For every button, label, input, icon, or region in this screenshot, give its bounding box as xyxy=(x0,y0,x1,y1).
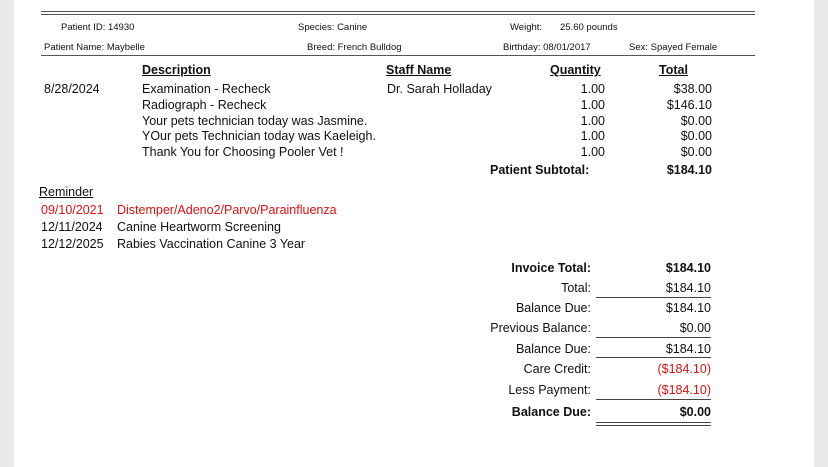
total-label: Balance Due: xyxy=(515,301,591,315)
reminder-heading: Reminder xyxy=(39,185,94,199)
item-description: Your pets technician today was Jasmine. xyxy=(142,113,368,128)
reminder-date: 09/10/2021 xyxy=(41,203,104,217)
item-quantities xyxy=(534,82,605,161)
item-total: $38.00 xyxy=(673,82,712,96)
visit-date: 8/28/2024 xyxy=(44,82,100,96)
total-value: $0.00 xyxy=(679,405,711,419)
item-total: $0.00 xyxy=(680,113,712,128)
item-descriptions xyxy=(142,82,376,161)
total-label: Care Credit: xyxy=(523,362,591,376)
total-label: Total: xyxy=(561,281,591,295)
total-underline xyxy=(596,337,711,338)
reminder-date: 12/11/2024 xyxy=(41,220,103,234)
item-quantity: 1.00 xyxy=(580,97,605,112)
patient-name: Patient Name: Maybelle xyxy=(44,42,145,53)
total-value: $184.10 xyxy=(665,301,711,315)
total-label: Balance Due: xyxy=(515,342,591,356)
total-value: $184.10 xyxy=(665,342,711,356)
subtotal-label: Patient Subtotal: xyxy=(490,163,590,177)
weight-label: Weight: xyxy=(510,22,543,33)
item-quantity: 1.00 xyxy=(580,82,605,96)
col-description: Description xyxy=(142,63,211,77)
breed: Breed: French Bulldog xyxy=(307,42,402,53)
item-quantity: 1.00 xyxy=(580,145,605,160)
item-totals xyxy=(624,82,712,161)
species: Species: Canine xyxy=(298,22,368,33)
header-top-rule xyxy=(41,11,755,12)
total-label: Previous Balance: xyxy=(490,321,591,335)
reminder-date: 12/12/2025 xyxy=(41,237,104,251)
item-description: Thank You for Choosing Pooler Vet ! xyxy=(142,145,344,160)
col-staff: Staff Name xyxy=(386,63,452,77)
header-top-rule-2 xyxy=(41,14,755,15)
staff-name: Dr. Sarah Holladay xyxy=(387,82,492,96)
reminder-text: Rabies Vaccination Canine 3 Year xyxy=(117,237,306,251)
item-description: Examination - Recheck xyxy=(142,82,271,96)
total-underline xyxy=(596,357,711,358)
patient-id: Patient ID: 14930 xyxy=(61,22,135,33)
total-value: $184.10 xyxy=(665,281,711,295)
total-underline xyxy=(596,297,711,298)
item-quantity: 1.00 xyxy=(580,113,605,128)
birthday: Birthday: 08/01/2017 xyxy=(503,42,591,53)
item-quantity: 1.00 xyxy=(580,129,605,144)
subtotal-value: $184.10 xyxy=(666,163,712,177)
item-total: $146.10 xyxy=(666,97,712,112)
invoice-page xyxy=(14,0,814,467)
item-description: Radiograph - Recheck xyxy=(142,97,267,112)
reminder-text: Canine Heartworm Screening xyxy=(117,220,281,234)
weight-value: 25.60 pounds xyxy=(560,22,618,33)
col-quantity: Quantity xyxy=(550,63,601,77)
total-value: ($184.10) xyxy=(657,383,711,397)
item-description: YOur pets Technician today was Kaeleigh. xyxy=(142,129,376,144)
total-label: Balance Due: xyxy=(511,405,591,419)
total-double-rule xyxy=(596,425,711,426)
sex: Sex: Spayed Female xyxy=(629,42,718,53)
item-total: $0.00 xyxy=(680,129,712,144)
total-value: ($184.10) xyxy=(657,362,711,376)
total-label: Invoice Total: xyxy=(511,261,591,275)
col-total: Total xyxy=(659,63,688,77)
total-value: $184.10 xyxy=(665,261,711,275)
header-bottom-rule xyxy=(41,55,755,56)
reminder-text: Distemper/Adeno2/Parvo/Parainfluenza xyxy=(117,203,337,217)
total-label: Less Payment: xyxy=(508,383,591,397)
total-underline xyxy=(596,399,711,400)
total-double-rule xyxy=(596,422,711,423)
total-value: $0.00 xyxy=(679,321,711,335)
item-total: $0.00 xyxy=(680,145,712,160)
